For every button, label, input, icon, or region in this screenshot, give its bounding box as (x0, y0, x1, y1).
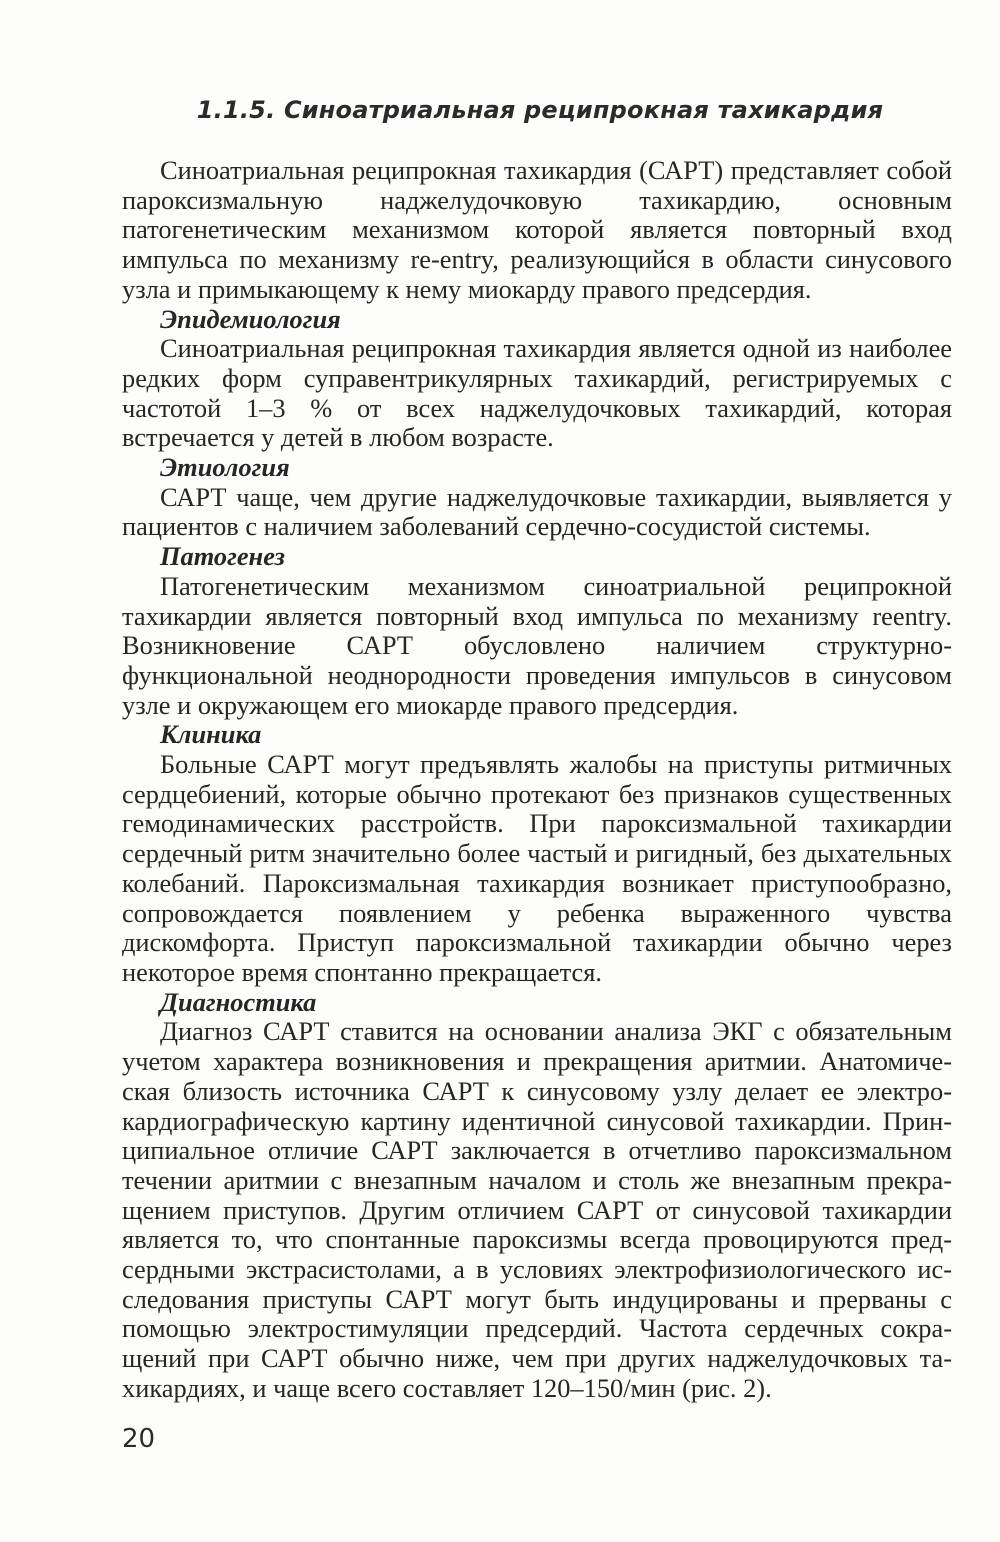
page-number: 20 (122, 1424, 156, 1454)
section-body (122, 156, 952, 1404)
epidemiology-paragraph: Синоатриальная реципрокная тахикардия является одной из наиболее редких форм суправентрикулярных тахикардий, регистрируемых с частотой 1–3 % от всех наджелудочковых тахикардий, которая встречается у детей в любом возрасте. (122, 333, 952, 453)
section-title: 1.1.5. Синоатриальная реципрокная тахикардия (196, 96, 884, 124)
epidemiology-heading: Эпидемиология (160, 303, 341, 334)
clinic-paragraph: Больные САРТ могут предъявлять жалобы на приступы ритмичных сердцебиений, которые обычно протекают без признаков существенных гемодинамических расстройств. При пароксизмальной тахикардии сердечный ритм значительно более частый и ригидный, без дыхательных колебаний. Пароксизмальная тахикардия возникает приступообразно, сопровождается появлением у ребенка выраженного чувства дискомфорта. Приступ пароксизмальной тахикардии обычно через некоторое время спонтанно прекращается. (122, 749, 952, 987)
diagnostics-paragraph: Диагноз САРТ ставится на основании анализа ЭКГ с обязательным учетом характера возникновения и прекращения аритмии. Анатомическая близость источника САРТ к синусовому узлу делает ее электрокардиографическую картину идентичной синусовой тахикардии. Принципиальное отличие САРТ заключается в отчетливо пароксизмальном течении аритмии с внезапным началом и столь же внезапным прекращением приступов. Другим отличием САРТ от синусовой тахикардии является то, что спонтанные пароксизмы всегда провоцируются предсердными экстрасистолами, а в условиях электрофизиологического исследования приступы САРТ могут быть индуцированы и прерваны с помощью электростимуляции предсердий. Частота сердечных сокращений при САРТ обычно ниже, чем при других наджелудочковых тахикардиях, и чаще всего составляет 120–150/мин (рис. 2). (122, 1016, 952, 1403)
etiology-heading: Этиология (160, 452, 290, 483)
etiology-paragraph: САРТ чаще, чем другие наджелудочковые тахикардии, выявляется у пациентов с наличием заболеваний сердечно-сосудистой системы. (122, 481, 952, 542)
intro-paragraph: Синоатриальная реципрокная тахикардия (САРТ) представляет собой пароксизмальную наджелудочковую тахикардию, основным патогенетическим механизмом которой является повторный вход импульса по механизму re-entry, реализующийся в области синусового узла и примыкающему к нему миокарду правого предсердия. (122, 155, 952, 304)
pathogenesis-paragraph: Патогенетическим механизмом синоатриальной реципрокной тахикардии является повторный вход импульса по механизму reentry. Возникновение САРТ обусловлено наличием структурно-функциональной неоднородности проведения импульсов в синусовом узле и окружающем его миокарде правого предсердия. (122, 570, 952, 720)
diagnostics-heading: Диагностика (160, 986, 317, 1017)
pathogenesis-heading: Патогенез (160, 541, 285, 572)
clinic-heading: Клиника (160, 719, 262, 750)
